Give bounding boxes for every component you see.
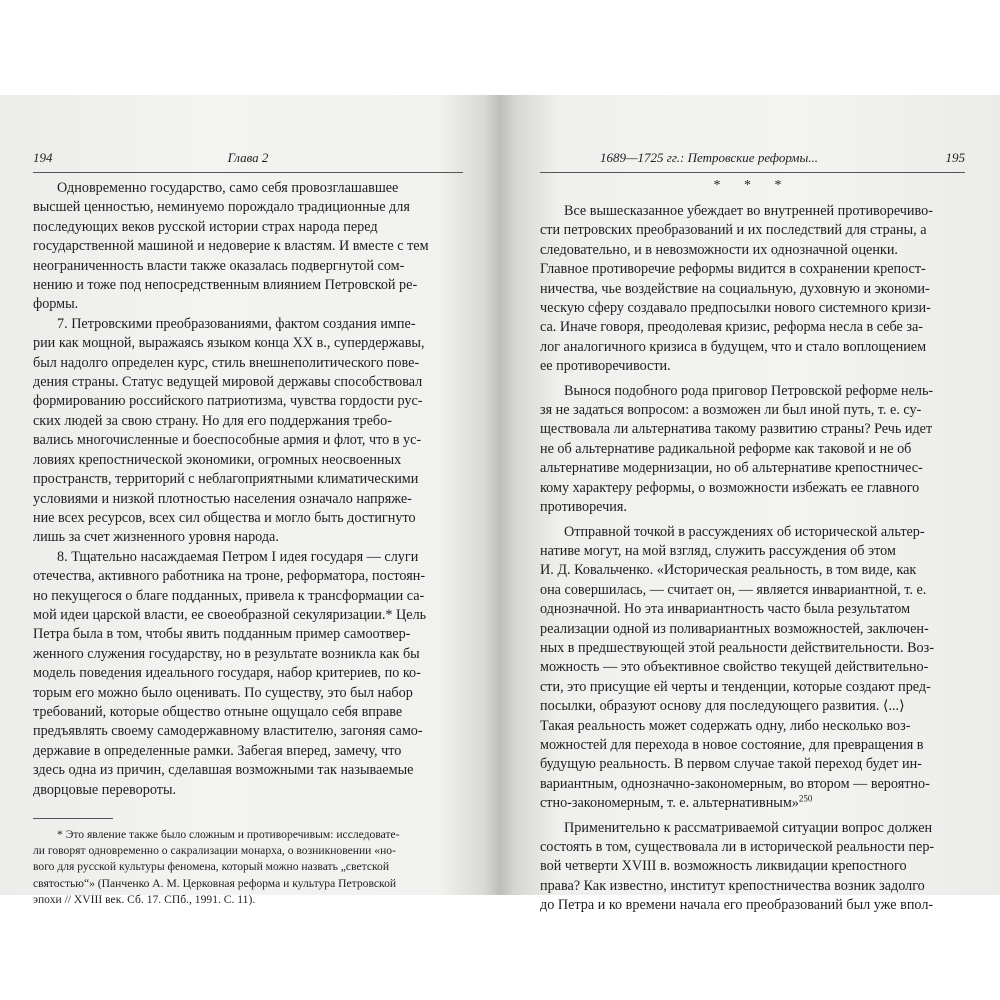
footnote-line: эпохи // XVIII век. Сб. 17. СПб., 1991. С. 11). <box>33 892 256 906</box>
footnote <box>33 827 463 908</box>
footnote-line: вого для русской культуры феномена, который можно назвать „светской <box>33 860 390 874</box>
text-line: зя не задаться вопросом: а возможен ли был иной путь, т. е. су- <box>540 402 922 419</box>
text-line: последующих веков русской истории страх народа перед <box>33 218 378 235</box>
text-line: са. Иначе говоря, преодолевая кризис, реформа несла в себе за- <box>540 319 924 336</box>
text-line: 7. Петровскими преобразованиями, фактом создания импе- <box>57 315 416 332</box>
text-line: до Петра и ко времени начала его преобразований был уже впол- <box>540 897 934 914</box>
text-line: Все вышесказанное убеждает во внутренней противоречиво- <box>564 203 933 219</box>
paragraph <box>540 523 965 814</box>
text-line: Петра была в том, чтобы явить подданным пример самоотвер- <box>33 626 411 643</box>
left-page-number: 194 <box>33 150 53 165</box>
text-line: государственной машиной и недоверие к властям. И вместе с тем <box>33 238 429 255</box>
text-line: реализации одной из поливариантных возможностей, заключен- <box>540 620 929 637</box>
text-line: ных в предшествующей этой реальности действительности. Воз- <box>540 639 934 656</box>
text-line: Главное противоречие реформы видится в сохранении крепост- <box>540 261 926 278</box>
text-line: нативе могут, на мой взгляд, служить рассуждения об этом <box>540 542 896 559</box>
text-line: она совершилась, — считает он, — является инвариантной, т. е. <box>540 581 927 598</box>
paragraph <box>540 382 965 518</box>
text-line: состоять в том, существовала ли в исторической реальности пер- <box>540 839 935 855</box>
text-line: но пекущегося о благе подданных, привела к трансформации са- <box>33 587 425 604</box>
text-line: нению и тоже под непосредственным влиянием Петровской ре- <box>33 277 418 294</box>
right-page-header <box>540 150 965 170</box>
paragraph <box>33 548 463 800</box>
left-page-header <box>33 150 463 170</box>
paragraph <box>540 819 965 916</box>
text-line: модель поведения идеального государя, набор критериев, по ко- <box>33 665 421 682</box>
text-line: вариантным, однозначно-закономерным, во втором — вероятно- <box>540 775 930 792</box>
text-line: державие в определенные рамки. Забегая вперед, замечу, что <box>33 742 402 759</box>
text-line: однозначной. Но эта инвариантность часто была результатом <box>540 601 911 618</box>
text-line: требований, которые общество отныне ощущало себя вправе <box>33 703 403 720</box>
text-line: женного служения государству, но в результате возникла как бы <box>33 645 420 662</box>
paragraph <box>540 202 965 377</box>
text-line: лог аналогичного кризиса в будущем, что и стало воплощением <box>540 338 927 355</box>
footnote-line: * Это явление также было сложным и противоречивым: исследовате- <box>57 828 400 841</box>
paragraph <box>33 179 463 315</box>
text-line: отечества, активного работника на троне, реформатора, постоян- <box>33 568 426 585</box>
text-line: противоречия. <box>540 499 627 516</box>
text-line: неограниченность власти также оказалась подвергнутой сом- <box>33 257 405 274</box>
text-line: ческую сферу создавало предпосылки нового системного кризи- <box>540 300 931 317</box>
right-header-rule <box>540 172 965 173</box>
text-line: следовательно, и в невозможности их однозначной оценки. <box>540 241 898 258</box>
text-line: ее противоречивости. <box>540 358 671 375</box>
text-line: можность — это объективное свойство текущей действительно- <box>540 659 929 676</box>
text-line: И. Д. Ковальченко. «Историческая реальность, в том виде, как <box>540 562 917 579</box>
text-line: мой идеи царской власти, ее своеобразной секуляризации.* Цель <box>33 606 427 623</box>
text-line: альтернативе модернизации, но об альтернативе крепостничес- <box>540 460 923 477</box>
text-line: торым его можно было оценивать. По существу, это был набор <box>33 684 413 701</box>
right-running-head: 1689—1725 гг.: Петровские реформы... <box>600 150 819 165</box>
text-line: Применительно к рассматриваемой ситуации вопрос должен <box>564 819 933 836</box>
left-body-text <box>33 179 463 800</box>
text-line: пространств, территорий с неблагоприятными климатическими <box>33 471 419 488</box>
text-line: посылки, образуют основу для последующего развития. ⟨...⟩ <box>540 698 905 715</box>
footnote-separator <box>33 818 113 819</box>
footnote-line: ли говорят одновременно о сакрализации монарха, о возникновении «но- <box>33 844 396 858</box>
text-line: вой четверти XVIII в. возможность ликвидации крепостного <box>540 858 907 875</box>
text-line: ществовала ли альтернатива такому развитию страны? Речь идет <box>540 421 933 438</box>
text-line: ние всех ресурсов, всех сил общества и могло быть достигнуто <box>33 509 416 526</box>
left-header-rule <box>33 172 463 173</box>
right-page-number: 195 <box>945 150 965 165</box>
right-page <box>540 150 965 916</box>
text-line: Одновременно государство, само себя провозглашавшее <box>57 180 399 196</box>
text-line: стно-закономерным, т. е. альтернативным»$^{250}$ <box>540 793 813 812</box>
paragraph <box>33 315 463 548</box>
text-line: Такая реальность может содержать одну, либо несколько воз- <box>540 717 911 734</box>
text-line: Отправной точкой в рассуждениях об исторической альтер- <box>564 523 925 540</box>
text-line: формы. <box>33 296 79 313</box>
text-line: 8. Тщательно насаждаемая Петром I идея государя — слуги <box>57 548 419 565</box>
text-line: сти петровских преобразований и их последствий для страны, а <box>540 222 927 239</box>
right-body-text <box>540 202 965 916</box>
text-line: здесь одна из причин, сделавшая возможными так называемые <box>33 762 414 779</box>
text-line: ловиях крепостнической экономики, огромных неосвоенных <box>33 451 402 468</box>
left-running-head: Глава 2 <box>227 150 269 165</box>
text-line: дворцовые перевороты. <box>33 781 177 798</box>
text-line: сти, это присущие ей черты и тенденции, которые создают пред- <box>540 678 931 695</box>
text-line: кому характеру реформы, о возможности избежать ее главного <box>540 479 920 496</box>
text-line: ских людей за свою страну. Но для его поддержания требо- <box>33 412 392 429</box>
text-line: Вынося подобного рода приговор Петровской реформе нель- <box>564 382 934 399</box>
text-line: будущую реальность. В первом случае такой переход будет ин- <box>540 756 922 773</box>
text-line: высшей ценностью, неминуемо порождало традиционные для <box>33 199 410 216</box>
text-line: был надолго определен курс, стиль внешнеполитического пове- <box>33 354 420 371</box>
text-line: можностей для перехода в новое состояние, для превращения в <box>540 736 924 753</box>
text-line: формированию российского патриотизма, чувства гордости рус- <box>33 393 423 410</box>
text-line: рии как мощной, выражаясь языком конца XX в., супердержавы, <box>33 335 425 352</box>
footnote-line: святостью“» (Панченко А. М. Церковная реформа и культура Петровской <box>33 876 397 890</box>
left-page <box>33 150 463 908</box>
text-line: ничества, чье воздействие на социальную, духовную и экономи- <box>540 280 930 297</box>
text-line: дения страны. Статус ведущей мировой державы способствовал <box>33 374 423 391</box>
text-line: лишь за счет жизненного уровня народа. <box>33 529 279 546</box>
text-line: не об альтернативе радикальной реформе как таковой и не об <box>540 440 912 457</box>
text-line: вались многочисленные и боеспособные армия и флот, что в ус- <box>33 432 422 449</box>
text-line: права? Как известно, институт крепостничества возник задолго <box>540 877 925 894</box>
section-separator: * * * <box>713 178 792 193</box>
text-line: предъявлять своему самодержавному властителю, загоняя само- <box>33 723 423 740</box>
text-line: условиями и низкой плотностью населения означало напряже- <box>33 490 412 507</box>
